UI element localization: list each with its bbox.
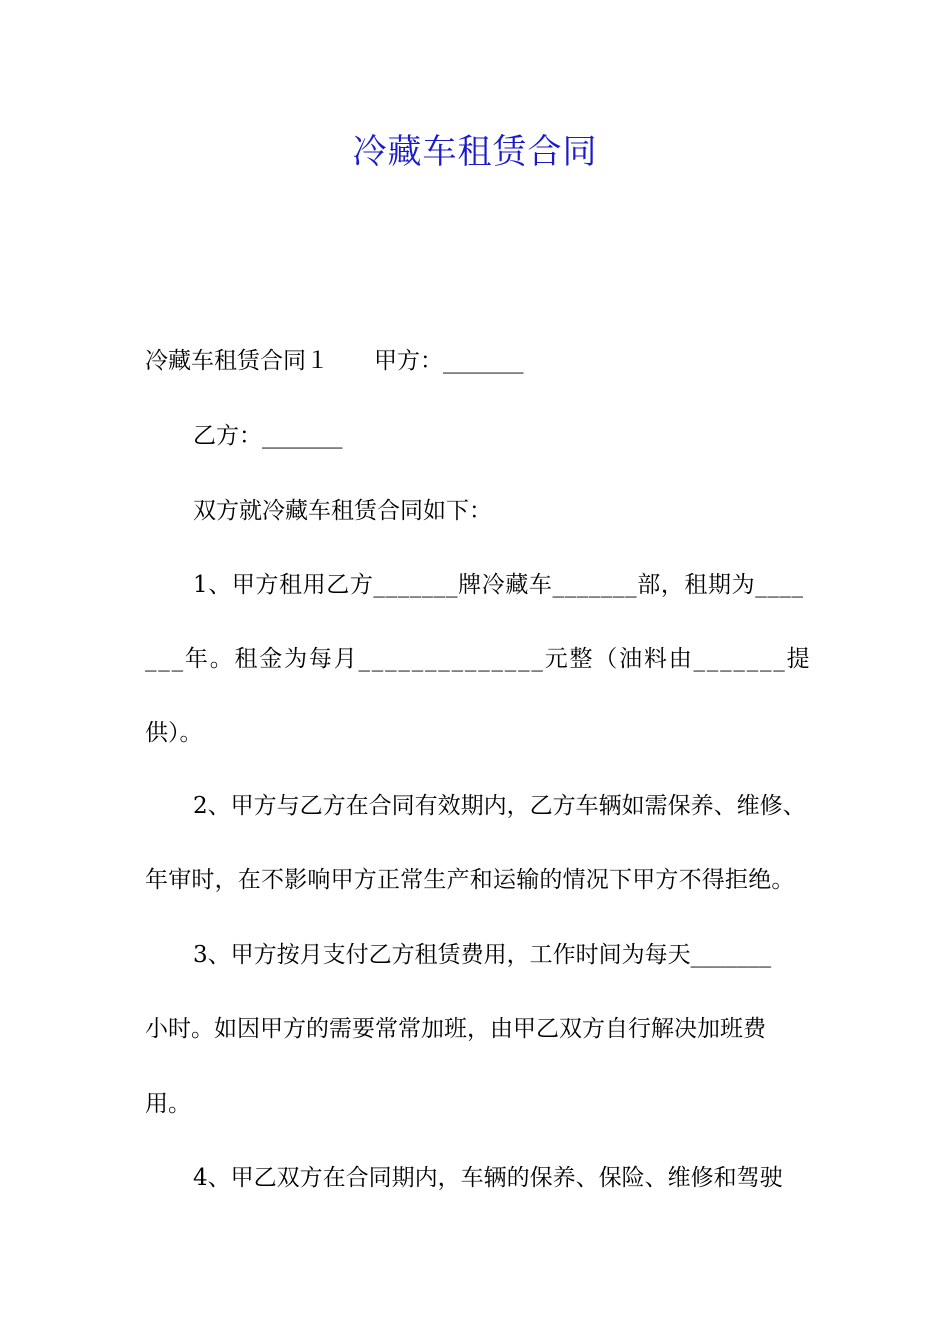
clause-1-line-3: 供）。: [145, 720, 203, 746]
clause-2-line-1: 2、甲方与乙方在合同有效期内，乙方车辆如需保养、维修、: [193, 793, 806, 819]
party-b-line: 乙方：_______: [193, 423, 343, 449]
clause-1-line-2: ___年。租金为每月______________元整（油料由_______提: [145, 646, 812, 672]
clause-1-line-1: 1、甲方租用乙方_______牌冷藏车_______部，租期为____: [193, 572, 804, 598]
clause-2-line-2: 年审时，在不影响甲方正常生产和运输的情况下甲方不得拒绝。: [145, 867, 795, 893]
clause-3-line-1: 3、甲方按月支付乙方租赁费用，工作时间为每天_______: [193, 942, 772, 968]
clause-3-line-2: 小时。如因甲方的需要常常加班，由甲乙双方自行解决加班费: [145, 1016, 766, 1042]
clause-3-line-3: 用。: [145, 1091, 191, 1117]
header-line: [145, 343, 524, 379]
party-a-line: 甲方：_______: [374, 348, 524, 374]
clause-4-line-1: 4、甲乙双方在合同期内，车辆的保养、保险、维修和驾驶: [193, 1165, 783, 1191]
intro-paragraph: 双方就冷藏车租赁合同如下：: [193, 498, 492, 524]
contract-number-label: 冷藏车租赁合同１: [145, 348, 329, 374]
document-title: 冷藏车租赁合同: [352, 132, 598, 172]
